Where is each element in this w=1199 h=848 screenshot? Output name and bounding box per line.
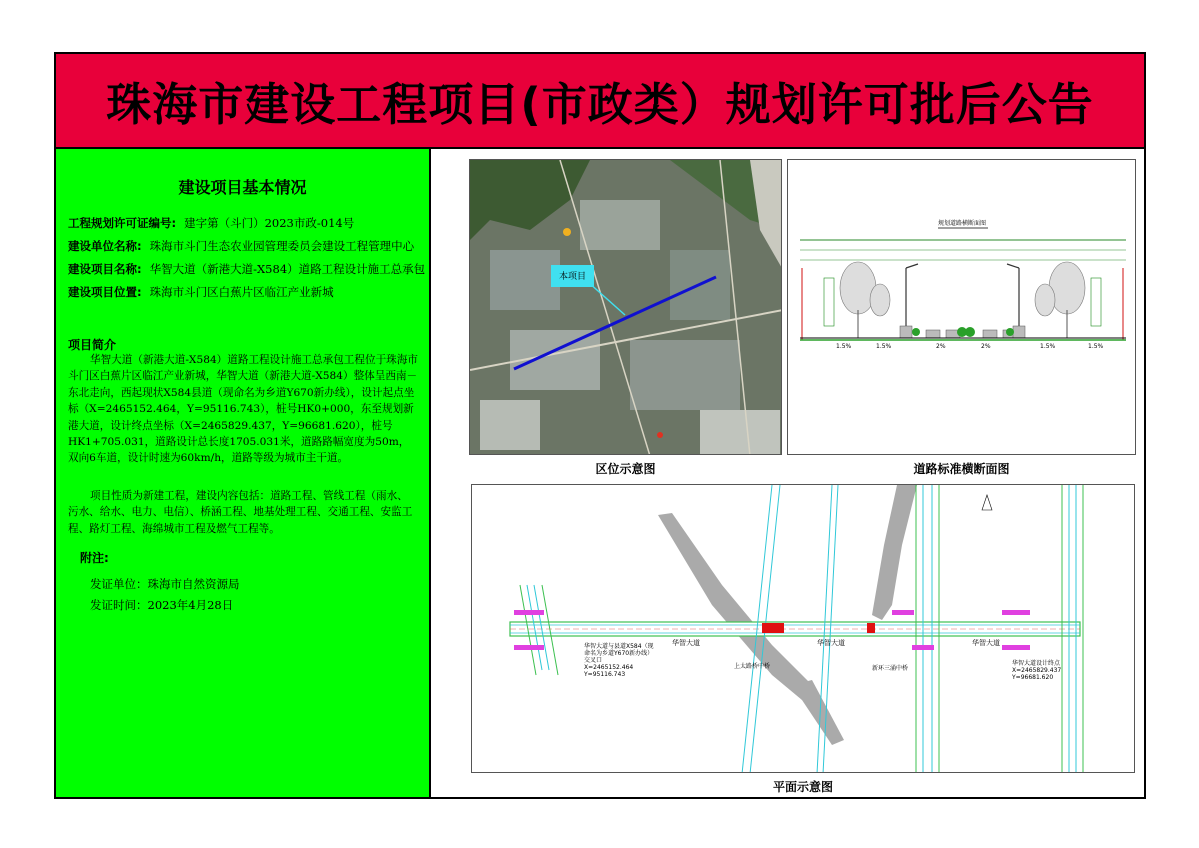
road-label: 华智大道 — [672, 639, 700, 647]
outer-border — [54, 52, 1146, 799]
info-value: 珠海市斗门区白蕉片区临江产业新城 — [149, 285, 334, 299]
slope-label: 1.5% — [836, 343, 852, 350]
info-value: 建字第（斗门）2023市政-014号 — [184, 216, 355, 230]
slope-label: 2% — [936, 343, 946, 350]
bridge1-note: 上太路桥中桥 — [734, 663, 771, 670]
end-coord-y: Y=96681.620 — [1012, 674, 1054, 681]
start-note-text: 华智大道与县道X584（现命名为乡道Y670新办线）交叉口 — [584, 643, 654, 664]
road-label: 华智大道 — [817, 639, 845, 647]
end-coord-x: X=2465829.437 — [1012, 667, 1062, 674]
start-coord-x: X=2465152.464 — [584, 664, 634, 671]
info-value: 华智大道（新港大道-X584）道路工程设计施工总承包 — [149, 262, 426, 276]
info-label: 建设项目位置: — [68, 285, 142, 299]
start-coord-y: Y=95116.743 — [584, 671, 626, 678]
project-label: 本项目 — [558, 272, 586, 282]
bridge2-note: 新环三涌中桥 — [872, 665, 909, 672]
page-title: 珠海市建设工程项目(市政类）规划许可批后公告 — [106, 78, 1094, 131]
basic-info-title: 建设项目基本情况 — [178, 178, 307, 197]
slope-label: 1.5% — [876, 343, 892, 350]
scope-paragraph: 项目性质为新建工程，建设内容包括：道路工程、管线工程（雨水、污水、给水、电力、电信）、桥涵工程、地基处理工程、交通工程、安监工程、路灯工程、海绵城市工程及燃气工程等。 — [68, 490, 413, 535]
info-label: 工程规划许可证编号: — [68, 216, 177, 230]
info-value: 珠海市斗门生态农业园管理委员会建设工程管理中心 — [149, 239, 415, 253]
cross-section-header: 规划道路横断面图 — [938, 220, 987, 227]
slope-label: 1.5% — [1040, 343, 1056, 350]
info-label: 建设项目名称: — [68, 262, 142, 276]
cross-section-caption: 道路标准横断面图 — [913, 462, 1010, 476]
road-label: 华智大道 — [972, 639, 1000, 647]
intro-paragraph: 华智大道（新港大道-X584）道路工程设计施工总承包工程位于珠海市斗门区白蕉片区临江产业新城，华智大道（新港大道-X584）整体呈西南－东北走向，西起现状X584县道（现命名为乡道Y670新办线），设计起点坐标（X=2465152.464，Y=95116.743），桩号HK0+000，东至规划新港大道，设计终点坐标（X=2465829.437，Y=96681.620），桩号HK1+705.031，道路设计总长度1705.031米，道路路幅宽度为50m，双向6车道，设计时速为60km/h，道路等级为城市主干道。 — [68, 354, 418, 465]
slope-label: 1.5% — [1088, 343, 1104, 350]
intro-title: 项目简介 — [68, 338, 117, 352]
plan-caption: 平面示意图 — [772, 780, 833, 794]
notes-title: 附注: — [80, 551, 109, 565]
end-note-text: 华智大道设计终点 — [1012, 660, 1061, 667]
info-label: 建设单位名称: — [68, 239, 142, 253]
slope-label: 2% — [981, 343, 991, 350]
issuer-text: 发证单位：珠海市自然资源局 — [90, 577, 240, 591]
location-caption: 区位示意图 — [595, 462, 656, 476]
issue-date-text: 发证时间：2023年4月28日 — [90, 598, 234, 612]
